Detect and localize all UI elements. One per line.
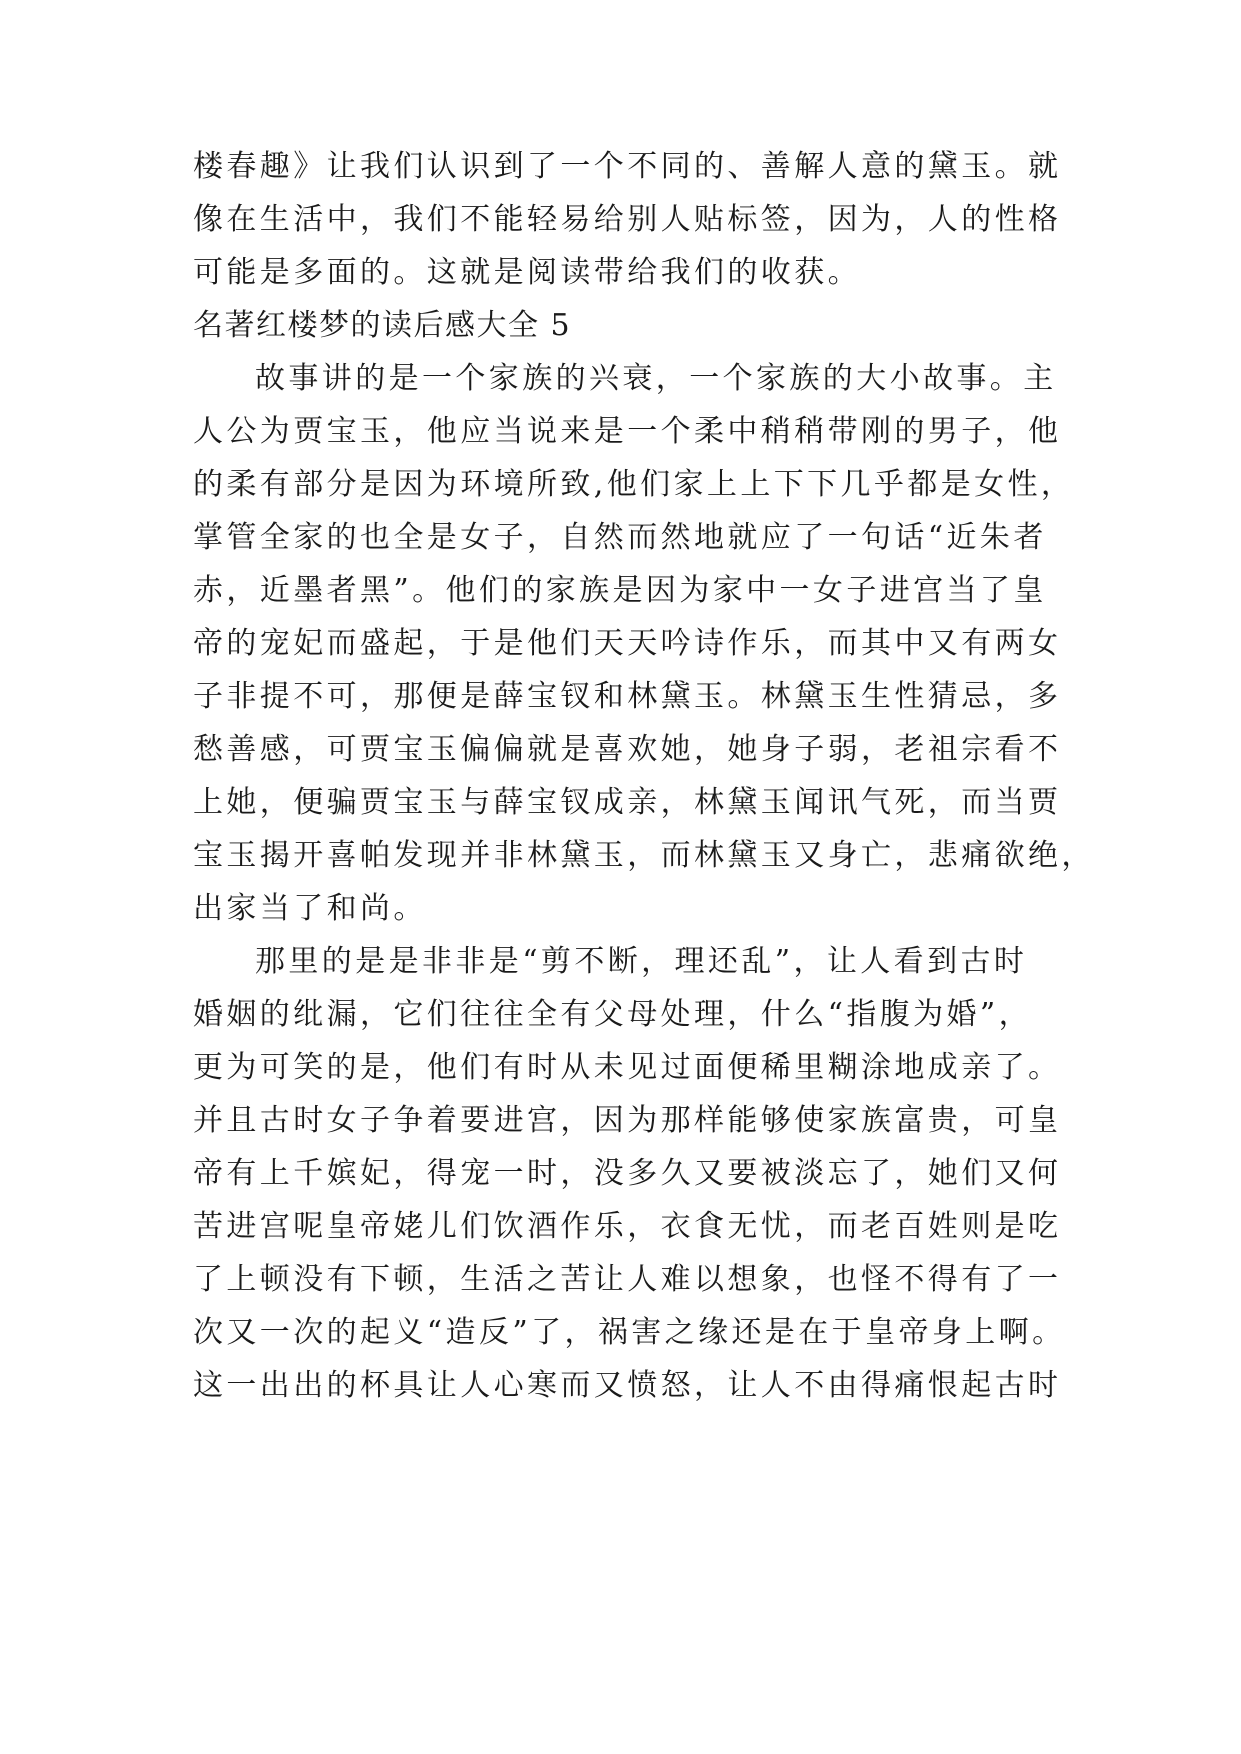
paragraph1-line-3: 的柔有部分是因为环境所致,他们家上上下下几乎都是女性， xyxy=(193,467,1075,502)
paragraph1-line-7: 子非提不可，那便是薛宝钗和林黛玉。林黛玉生性猜忌，多 xyxy=(193,679,1062,714)
paragraph2-line-8: 次又一次的起义“造反”了，祸害之缘还是在于皇帝身上啊。 xyxy=(193,1315,1066,1350)
paragraph2-line-4: 并且古时女子争着要进宫，因为那样能够使家族富贵，可皇 xyxy=(193,1103,1062,1138)
paragraph2-line-3: 更为可笑的是，他们有时从未见过面便稀里糊涂地成亲了。 xyxy=(193,1050,1062,1085)
paragraph1-line-2: 人公为贾宝玉，他应当说来是一个柔中稍稍带刚的男子，他 xyxy=(193,414,1062,449)
intro-line-3: 可能是多面的。这就是阅读带给我们的收获。 xyxy=(193,255,861,290)
paragraph1-line-8: 愁善感，可贾宝玉偏偏就是喜欢她，她身子弱，老祖宗看不 xyxy=(193,732,1062,767)
section-title: 名著红楼梦的读后感大全 5 xyxy=(193,308,572,343)
paragraph1-line-11: 出家当了和尚。 xyxy=(193,891,427,926)
paragraph1-line-6: 帝的宠妃而盛起，于是他们天天吟诗作乐，而其中又有两女 xyxy=(193,626,1062,661)
paragraph2-line-6: 苦进宫呢皇帝姥儿们饮酒作乐，衣食无忧，而老百姓则是吃 xyxy=(193,1209,1062,1244)
paragraph2-line-7: 了上顿没有下顿，生活之苦让人难以想象，也怪不得有了一 xyxy=(193,1262,1062,1297)
paragraph2-line-1: 那里的是是非非是“剪不断，理还乱”，让人看到古时 xyxy=(255,944,1028,979)
paragraph1-line-10: 宝玉揭开喜帕发现并非林黛玉，而林黛玉又身亡，悲痛欲绝， xyxy=(193,838,1095,873)
paragraph2-line-2: 婚姻的纰漏，它们往往全有父母处理，什么“指腹为婚”， xyxy=(193,997,1033,1032)
paragraph1-line-4: 掌管全家的也全是女子，自然而然地就应了一句话“近朱者 xyxy=(193,520,1047,555)
paragraph2-line-9: 这一出出的杯具让人心寒而又愤怒，让人不由得痛恨起古时 xyxy=(193,1368,1062,1403)
intro-line-2: 像在生活中，我们不能轻易给别人贴标签，因为，人的性格 xyxy=(193,202,1062,237)
paragraph1-line-9: 上她，便骗贾宝玉与薛宝钗成亲，林黛玉闻讯气死，而当贾 xyxy=(193,785,1062,820)
intro-line-1: 楼春趣》让我们认识到了一个不同的、善解人意的黛玉。就 xyxy=(193,149,1062,184)
paragraph1-line-1: 故事讲的是一个家族的兴衰，一个家族的大小故事。主 xyxy=(255,361,1057,396)
paragraph1-line-5: 赤，近墨者黑”。他们的家族是因为家中一女子进宫当了皇 xyxy=(193,573,1047,608)
paragraph2-line-5: 帝有上千嫔妃，得宠一时，没多久又要被淡忘了，她们又何 xyxy=(193,1156,1062,1191)
